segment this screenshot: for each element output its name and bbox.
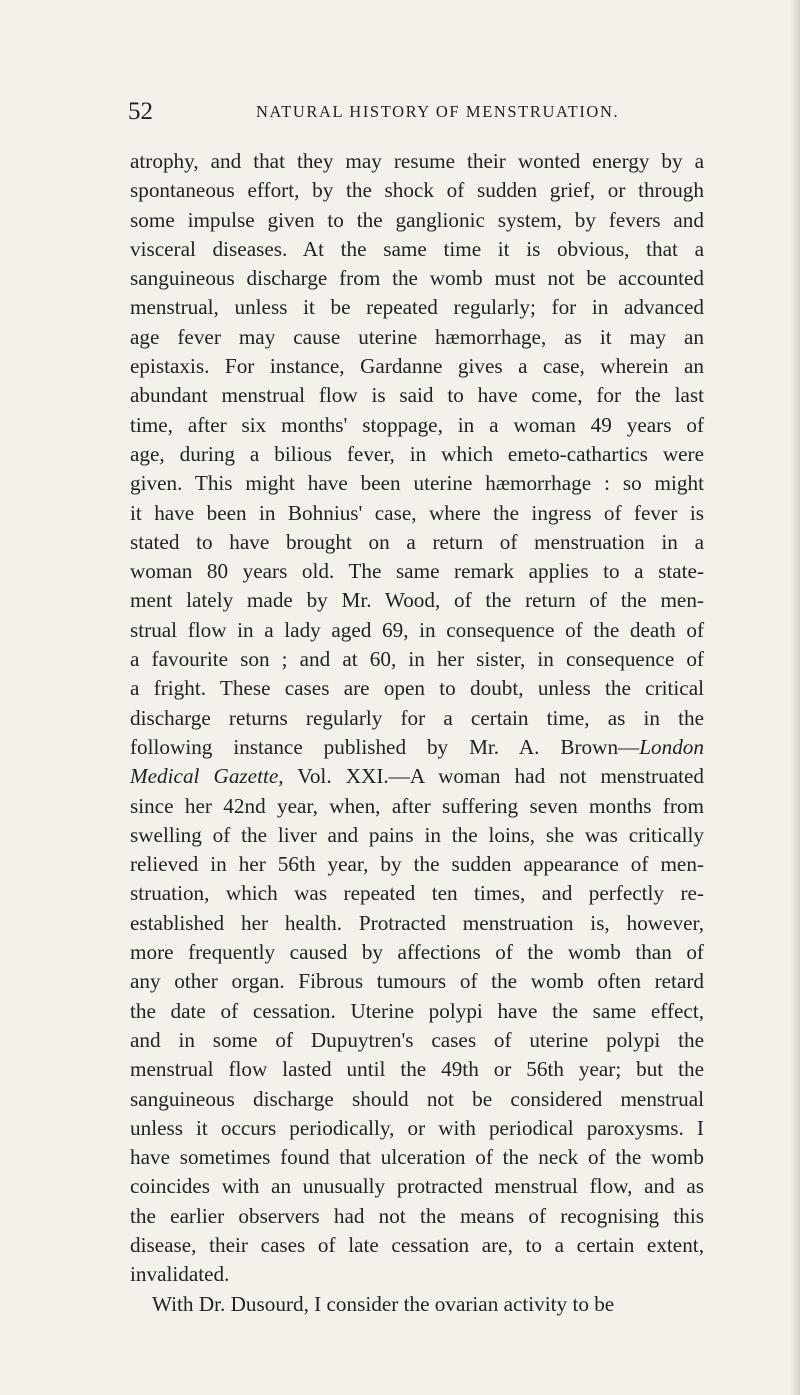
text-line-segment: following instance published by Mr. A. Brown—: [130, 734, 640, 759]
text-line: unless it occurs periodically, or with periodical paroxysms. I: [130, 1115, 704, 1140]
page-header: [128, 98, 696, 128]
text-line: the earlier observers had not the means of recognising this: [130, 1203, 704, 1228]
text-line: have sometimes found that ulceration of the neck of the womb: [130, 1145, 704, 1170]
journal-title-london: London: [639, 734, 704, 759]
text-line: strual flow in a lady aged 69, in consequence of the death of: [130, 617, 704, 642]
text-line: menstrual, unless it be repeated regularly; for in advanced: [130, 295, 704, 320]
journal-title-gazette: Medical Gazette,: [130, 764, 284, 789]
text-line: time, after six months' stoppage, in a woman 49 years of: [130, 412, 704, 437]
text-line: the date of cessation. Uterine polypi have the same effect,: [130, 998, 704, 1023]
text-line: disease, their cases of late cessation are, to a certain extent,: [130, 1232, 704, 1257]
text-line: sanguineous discharge from the womb must not be accounted: [130, 266, 704, 291]
text-line: menstrual flow lasted until the 49th or 56th year; but the: [130, 1057, 704, 1082]
text-line: relieved in her 56th year, by the sudden appearance of men-: [130, 852, 704, 877]
text-line: [130, 762, 704, 791]
text-line: visceral diseases. At the same time it is obvious, that a: [130, 236, 704, 261]
text-line: coincides with an unusually protracted menstrual flow, and as: [130, 1174, 704, 1199]
text-line: spontaneous effort, by the shock of sudden grief, or through: [130, 178, 704, 203]
body-text: [130, 147, 704, 1319]
text-line: age, during a bilious fever, in which emeto-cathartics were: [130, 441, 704, 466]
text-line: ment lately made by Mr. Wood, of the return of the men-: [130, 588, 704, 613]
text-line: any other organ. Fibrous tumours of the womb often retard: [130, 969, 704, 994]
text-line: established her health. Protracted menstruation is, however,: [130, 910, 704, 935]
page-number: 52: [128, 98, 153, 125]
text-line: epistaxis. For instance, Gardanne gives a case, wherein an: [130, 354, 704, 379]
text-line: [130, 733, 704, 762]
text-line: since her 42nd year, when, after suffering seven months from: [130, 793, 704, 818]
text-line: and in some of Dupuytren's cases of uterine polypi the: [130, 1027, 704, 1052]
running-title: NATURAL HISTORY OF MENSTRUATION.: [256, 102, 620, 121]
text-line: With Dr. Dusourd, I consider the ovarian activity to be: [152, 1291, 615, 1316]
text-line: atrophy, and that they may resume their wonted energy by a: [130, 149, 704, 173]
text-line: stated to have brought on a return of menstruation in a: [130, 529, 704, 554]
text-line-segment: Vol. XXI.—A woman had not menstruated: [283, 764, 704, 789]
text-line: a favourite son ; and at 60, in her sister, in consequence of: [130, 647, 704, 672]
text-line: swelling of the liver and pains in the loins, she was critically: [130, 822, 704, 847]
text-line: more frequently caused by affections of the womb than of: [130, 940, 704, 965]
text-line: abundant menstrual flow is said to have come, for the last: [130, 383, 704, 408]
text-line: sanguineous discharge should not be considered menstrual: [130, 1086, 704, 1111]
text-line: struation, which was repeated ten times, and perfectly re-: [130, 881, 704, 906]
text-line: some impulse given to the ganglionic system, by fevers and: [130, 207, 704, 232]
text-line: a fright. These cases are open to doubt, unless the critical: [130, 676, 704, 701]
text-line: age fever may cause uterine hæmorrhage, as it may an: [130, 324, 704, 349]
page-edge-shadow: [790, 0, 800, 1395]
text-line: it have been in Bohnius' case, where the ingress of fever is: [130, 500, 704, 525]
text-line: discharge returns regularly for a certain time, as in the: [130, 705, 704, 730]
text-line: given. This might have been uterine hæmorrhage : so might: [130, 471, 704, 496]
text-line: woman 80 years old. The same remark applies to a state-: [130, 559, 704, 584]
text-line: invalidated.: [130, 1262, 230, 1287]
